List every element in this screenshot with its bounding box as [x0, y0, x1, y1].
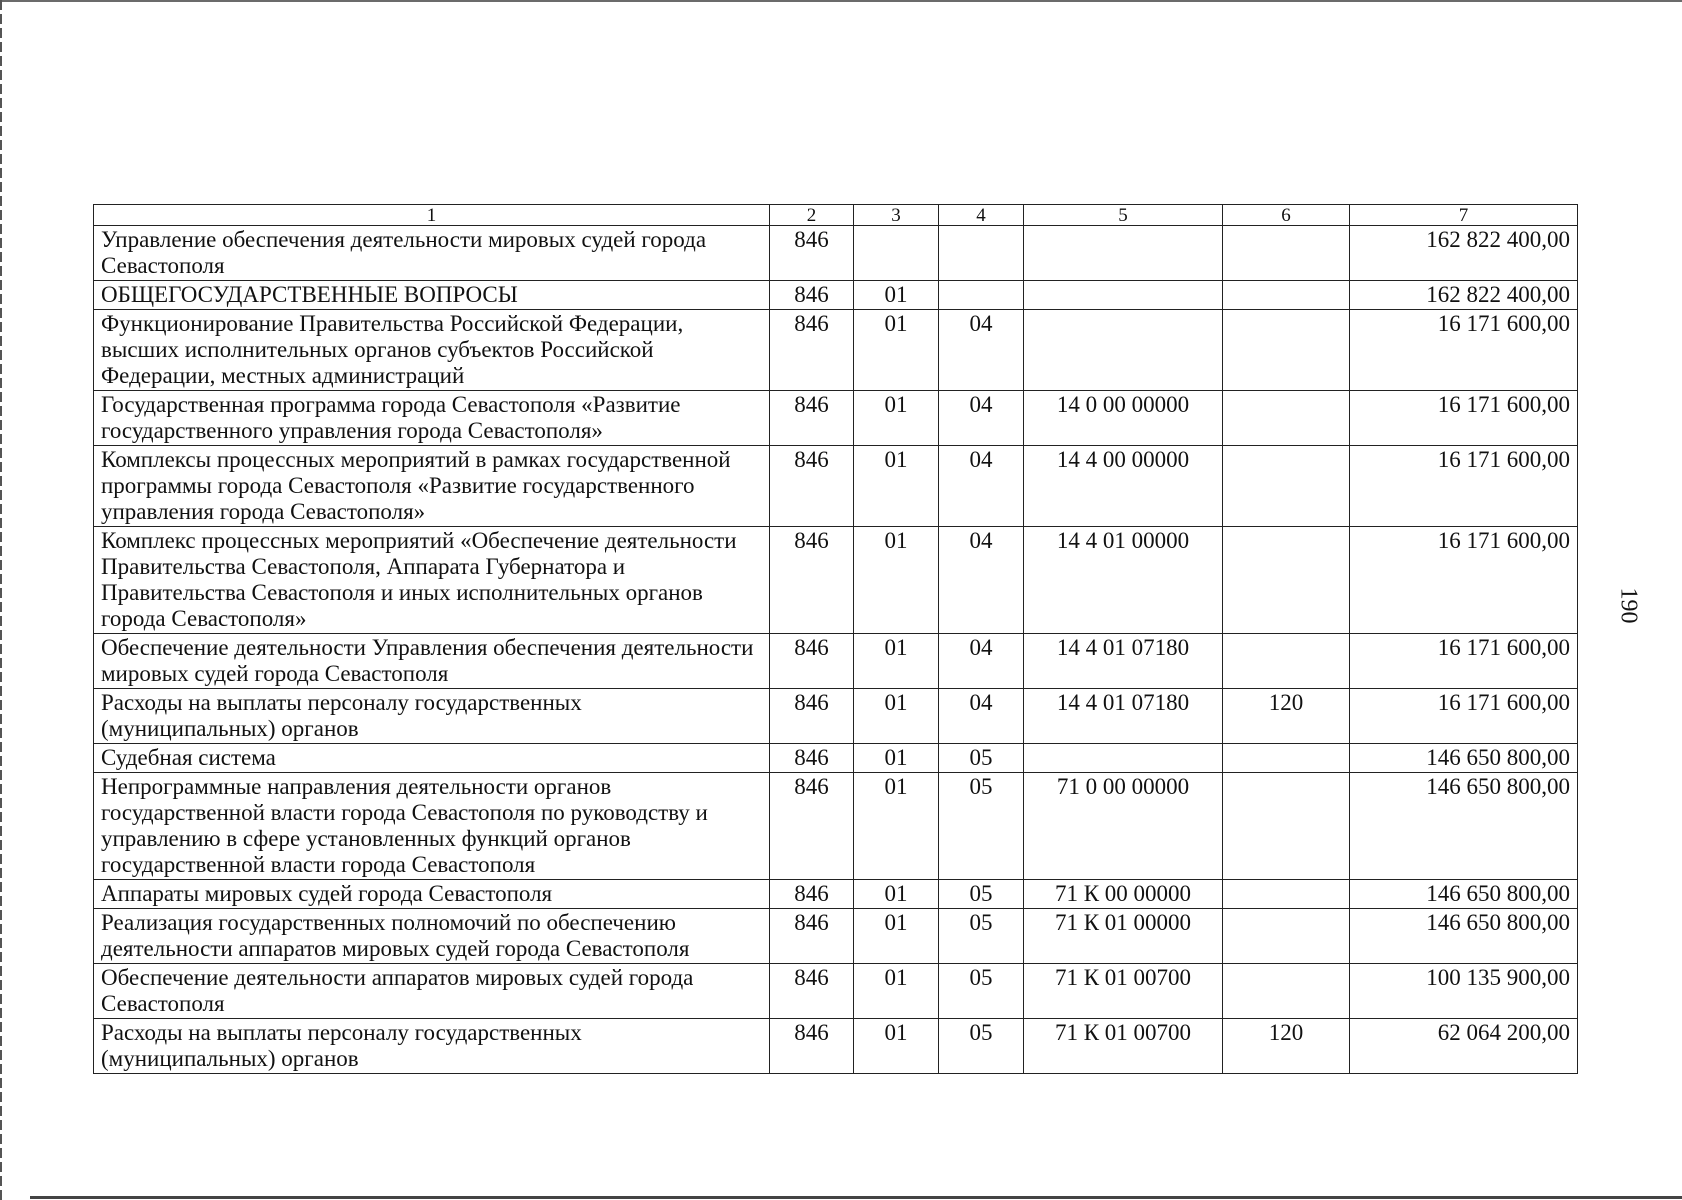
- table-row: [94, 880, 1578, 909]
- row-rz: 01: [854, 964, 939, 1019]
- row-rz: 01: [854, 909, 939, 964]
- row-csr: 14 4 01 00000: [1024, 527, 1223, 634]
- row-amount: 16 171 600,00: [1350, 391, 1578, 446]
- row-csr: 14 4 01 07180: [1024, 689, 1223, 744]
- row-pr: 04: [939, 634, 1024, 689]
- row-name: Обеспечение деятельности Управления обеспечения деятельности мировых судей города Севастополя: [94, 634, 770, 689]
- row-vr: [1223, 391, 1350, 446]
- row-vr: [1223, 634, 1350, 689]
- row-vr: [1223, 909, 1350, 964]
- row-rz: 01: [854, 1019, 939, 1074]
- row-name: Комплексы процессных мероприятий в рамках государственной программы города Севастополя «Развитие государственного управления города Севастополя»: [94, 446, 770, 527]
- row-vr: 120: [1223, 1019, 1350, 1074]
- row-pr: [939, 281, 1024, 310]
- row-csr: 71 0 00 00000: [1024, 773, 1223, 880]
- row-amount: 16 171 600,00: [1350, 689, 1578, 744]
- header-col-2: 2: [770, 205, 854, 226]
- row-pr: 05: [939, 909, 1024, 964]
- row-name: Расходы на выплаты персоналу государственных (муниципальных) органов: [94, 1019, 770, 1074]
- row-vr: [1223, 744, 1350, 773]
- table-row: [94, 391, 1578, 446]
- row-vr: [1223, 226, 1350, 281]
- row-grbs: 846: [770, 281, 854, 310]
- row-vr: [1223, 880, 1350, 909]
- row-amount: 162 822 400,00: [1350, 226, 1578, 281]
- table-row: [94, 281, 1578, 310]
- row-amount: 16 171 600,00: [1350, 310, 1578, 391]
- page-number: 190: [1615, 587, 1642, 624]
- row-grbs: 846: [770, 1019, 854, 1074]
- table-row: [94, 1019, 1578, 1074]
- table-row: [94, 226, 1578, 281]
- row-amount: 146 650 800,00: [1350, 880, 1578, 909]
- row-pr: 05: [939, 744, 1024, 773]
- budget-table: [93, 204, 1578, 1074]
- row-grbs: 846: [770, 880, 854, 909]
- row-pr: 04: [939, 391, 1024, 446]
- row-pr: 05: [939, 773, 1024, 880]
- row-name: Государственная программа города Севастополя «Развитие государственного управления города Севастополя»: [94, 391, 770, 446]
- row-csr: [1024, 226, 1223, 281]
- table-row: [94, 446, 1578, 527]
- row-amount: 100 135 900,00: [1350, 964, 1578, 1019]
- row-pr: 04: [939, 689, 1024, 744]
- row-grbs: 846: [770, 634, 854, 689]
- row-rz: 01: [854, 281, 939, 310]
- row-csr: 14 4 00 00000: [1024, 446, 1223, 527]
- row-name: Функционирование Правительства Российской Федерации, высших исполнительных органов субъектов Российской Федерации, местных администраций: [94, 310, 770, 391]
- table-row: [94, 773, 1578, 880]
- row-rz: 01: [854, 744, 939, 773]
- page-top-border: [0, 0, 1682, 2]
- row-vr: [1223, 310, 1350, 391]
- row-csr: [1024, 310, 1223, 391]
- table-row: [94, 310, 1578, 391]
- row-pr: 04: [939, 446, 1024, 527]
- row-vr: [1223, 281, 1350, 310]
- header-col-1: 1: [94, 205, 770, 226]
- row-amount: 16 171 600,00: [1350, 446, 1578, 527]
- row-vr: 120: [1223, 689, 1350, 744]
- row-name: Судебная система: [94, 744, 770, 773]
- row-grbs: 846: [770, 773, 854, 880]
- row-grbs: 846: [770, 391, 854, 446]
- row-rz: 01: [854, 880, 939, 909]
- row-pr: 05: [939, 880, 1024, 909]
- row-vr: [1223, 964, 1350, 1019]
- row-rz: 01: [854, 634, 939, 689]
- row-name: Реализация государственных полномочий по обеспечению деятельности аппаратов мировых судей города Севастополя: [94, 909, 770, 964]
- row-vr: [1223, 527, 1350, 634]
- row-amount: 162 822 400,00: [1350, 281, 1578, 310]
- row-grbs: 846: [770, 446, 854, 527]
- header-col-5: 5: [1024, 205, 1223, 226]
- row-rz: 01: [854, 773, 939, 880]
- table-row: [94, 909, 1578, 964]
- row-name: ОБЩЕГОСУДАРСТВЕННЫЕ ВОПРОСЫ: [94, 281, 770, 310]
- table-row: [94, 634, 1578, 689]
- row-rz: 01: [854, 446, 939, 527]
- table-row: [94, 689, 1578, 744]
- table-row: [94, 964, 1578, 1019]
- row-csr: [1024, 281, 1223, 310]
- row-csr: 71 К 01 00700: [1024, 1019, 1223, 1074]
- row-name: Непрограммные направления деятельности органов государственной власти города Севастополя по руководству и управлению в сфере установленных функций органов государственной власти города Севастополя: [94, 773, 770, 880]
- table-row: [94, 744, 1578, 773]
- table-header-row: [94, 205, 1578, 226]
- row-name: Расходы на выплаты персоналу государственных (муниципальных) органов: [94, 689, 770, 744]
- row-pr: 05: [939, 964, 1024, 1019]
- row-csr: [1024, 744, 1223, 773]
- row-csr: 71 К 01 00700: [1024, 964, 1223, 1019]
- row-amount: 146 650 800,00: [1350, 744, 1578, 773]
- row-amount: 146 650 800,00: [1350, 773, 1578, 880]
- row-csr: 14 4 01 07180: [1024, 634, 1223, 689]
- row-amount: 16 171 600,00: [1350, 527, 1578, 634]
- row-name: Управление обеспечения деятельности мировых судей города Севастополя: [94, 226, 770, 281]
- row-grbs: 846: [770, 689, 854, 744]
- row-pr: [939, 226, 1024, 281]
- row-csr: 71 К 01 00000: [1024, 909, 1223, 964]
- row-vr: [1223, 773, 1350, 880]
- row-pr: 04: [939, 310, 1024, 391]
- row-grbs: 846: [770, 964, 854, 1019]
- table-row: [94, 527, 1578, 634]
- row-name: Обеспечение деятельности аппаратов мировых судей города Севастополя: [94, 964, 770, 1019]
- row-name: Комплекс процессных мероприятий «Обеспечение деятельности Правительства Севастополя, Аппарата Губернатора и Правительства Севастополя и иных исполнительных органов города Севастополя»: [94, 527, 770, 634]
- table-body: [94, 226, 1578, 1074]
- row-grbs: 846: [770, 527, 854, 634]
- row-grbs: 846: [770, 909, 854, 964]
- row-vr: [1223, 446, 1350, 527]
- row-amount: 16 171 600,00: [1350, 634, 1578, 689]
- row-amount: 146 650 800,00: [1350, 909, 1578, 964]
- header-col-6: 6: [1223, 205, 1350, 226]
- row-rz: [854, 226, 939, 281]
- row-rz: 01: [854, 527, 939, 634]
- header-col-3: 3: [854, 205, 939, 226]
- row-rz: 01: [854, 310, 939, 391]
- row-grbs: 846: [770, 226, 854, 281]
- row-grbs: 846: [770, 744, 854, 773]
- row-rz: 01: [854, 689, 939, 744]
- page-bottom-border: [30, 1196, 1682, 1199]
- row-rz: 01: [854, 391, 939, 446]
- row-amount: 62 064 200,00: [1350, 1019, 1578, 1074]
- row-csr: 71 К 00 00000: [1024, 880, 1223, 909]
- header-col-7: 7: [1350, 205, 1578, 226]
- row-grbs: 846: [770, 310, 854, 391]
- page-left-border: [0, 0, 2, 1200]
- header-col-4: 4: [939, 205, 1024, 226]
- row-csr: 14 0 00 00000: [1024, 391, 1223, 446]
- row-pr: 04: [939, 527, 1024, 634]
- row-name: Аппараты мировых судей города Севастополя: [94, 880, 770, 909]
- row-pr: 05: [939, 1019, 1024, 1074]
